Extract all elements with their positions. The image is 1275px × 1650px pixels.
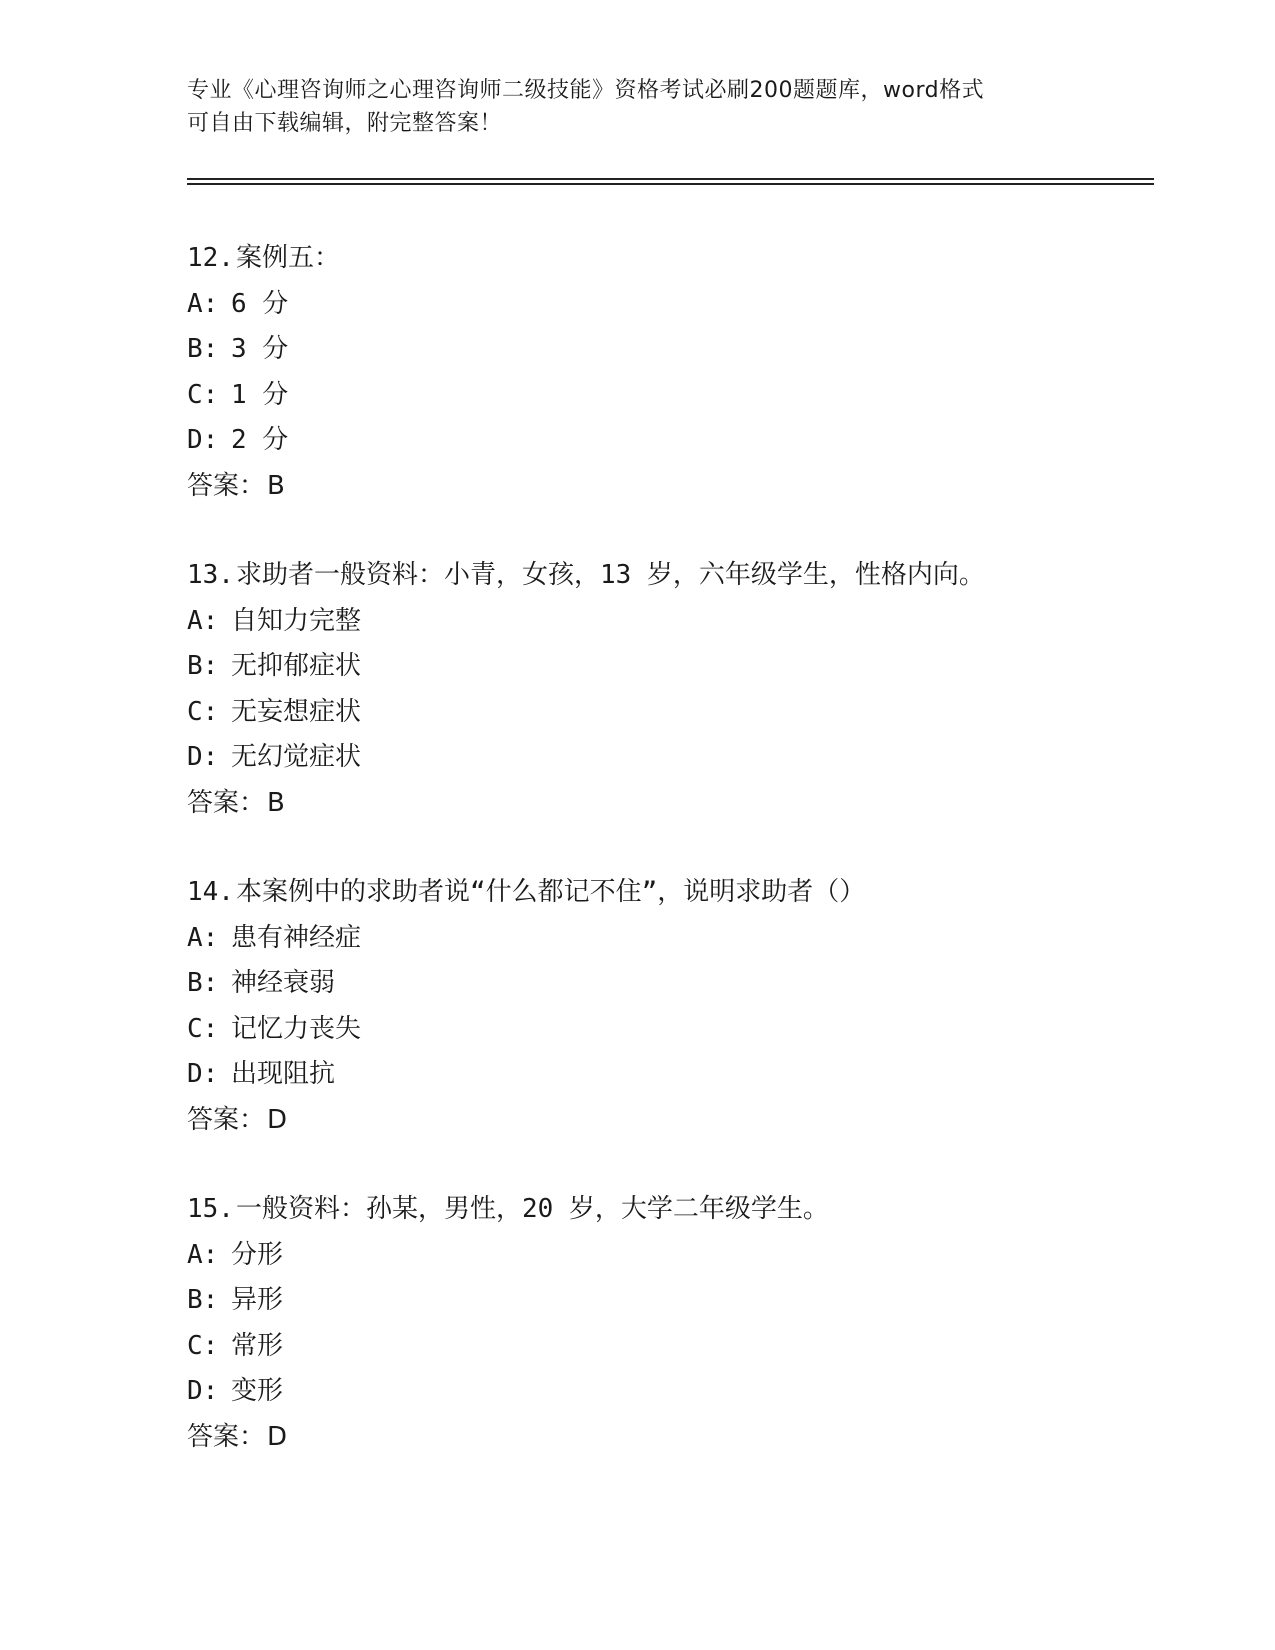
answer-value: D — [267, 1421, 288, 1452]
header-divider-top — [187, 178, 1154, 180]
option-a — [187, 916, 1167, 962]
option-letter: B: — [187, 1285, 219, 1315]
option-text: 3 分 — [231, 334, 289, 364]
option-letter: B: — [187, 651, 219, 681]
answer-label: 答案： — [187, 1104, 266, 1135]
option-text: 1 分 — [231, 379, 289, 410]
question-15 — [187, 1187, 1167, 1460]
option-b — [187, 644, 1167, 690]
option-letter: B: — [187, 968, 219, 998]
question-stem — [187, 236, 1167, 282]
option-a — [187, 1233, 1167, 1279]
option-letter: C: — [187, 379, 219, 410]
answer-line — [187, 464, 1167, 510]
option-letter: C: — [187, 1013, 219, 1044]
option-b — [187, 1278, 1167, 1324]
option-letter: C: — [187, 1330, 219, 1361]
question-stem — [187, 553, 1167, 599]
option-text: 患有神经症 — [231, 922, 362, 953]
option-letter: A: — [187, 922, 219, 953]
option-b — [187, 961, 1167, 1007]
answer-label: 答案： — [187, 1421, 266, 1452]
option-letter: D: — [187, 1376, 219, 1406]
answer-value: D — [267, 1104, 288, 1135]
answer-value: B — [267, 470, 285, 501]
option-b — [187, 327, 1167, 373]
answer-value: B — [267, 787, 285, 818]
question-13 — [187, 553, 1167, 826]
option-d — [187, 1369, 1167, 1415]
header-line-1: 专业《心理咨询师之心理咨询师二级技能》资格考试必刷200题题库，word格式 — [187, 78, 985, 103]
header-divider-bottom — [187, 183, 1154, 185]
option-d — [187, 735, 1167, 781]
answer-line — [187, 781, 1167, 827]
answer-line — [187, 1415, 1167, 1461]
question-text: 案例五： — [235, 243, 340, 273]
option-letter: A: — [187, 288, 219, 319]
option-text: 无幻觉症状 — [231, 742, 362, 772]
question-list — [187, 236, 1167, 1504]
option-letter: B: — [187, 334, 219, 364]
option-letter: A: — [187, 1239, 219, 1270]
option-a — [187, 282, 1167, 328]
option-text: 6 分 — [231, 288, 289, 319]
document-header — [187, 74, 1067, 140]
option-letter: D: — [187, 742, 219, 772]
option-text: 神经衰弱 — [231, 968, 336, 998]
option-text: 2 分 — [231, 425, 289, 455]
question-text: 求助者一般资料：小青，女孩，13 岁，六年级学生，性格内向。 — [235, 560, 985, 590]
question-number: 15. — [187, 1194, 234, 1224]
option-c — [187, 1007, 1167, 1053]
option-letter: A: — [187, 605, 219, 636]
question-number: 13. — [187, 560, 234, 590]
question-number: 12. — [187, 243, 234, 273]
option-letter: D: — [187, 425, 219, 455]
option-text: 无妄想症状 — [231, 696, 362, 727]
option-text: 变形 — [231, 1376, 284, 1406]
option-letter: C: — [187, 696, 219, 727]
question-14 — [187, 870, 1167, 1143]
option-c — [187, 690, 1167, 736]
option-text: 常形 — [231, 1330, 284, 1361]
answer-label: 答案： — [187, 787, 266, 818]
question-text: 本案例中的求助者说“什么都记不住”，说明求助者（） — [235, 877, 866, 907]
option-d — [187, 1052, 1167, 1098]
option-text: 分形 — [231, 1239, 284, 1270]
option-text: 异形 — [231, 1285, 284, 1315]
question-text: 一般资料：孙某，男性，20 岁，大学二年级学生。 — [235, 1194, 829, 1224]
option-d — [187, 418, 1167, 464]
option-text: 自知力完整 — [231, 605, 362, 636]
option-text: 记忆力丧失 — [231, 1013, 362, 1044]
question-number: 14. — [187, 877, 234, 907]
question-12 — [187, 236, 1167, 509]
option-letter: D: — [187, 1059, 219, 1089]
question-stem — [187, 1187, 1167, 1233]
answer-line — [187, 1098, 1167, 1144]
option-c — [187, 373, 1167, 419]
answer-label: 答案： — [187, 470, 266, 501]
option-a — [187, 599, 1167, 645]
option-text: 出现阻抗 — [231, 1059, 336, 1089]
option-text: 无抑郁症状 — [231, 651, 362, 681]
option-c — [187, 1324, 1167, 1370]
question-stem — [187, 870, 1167, 916]
header-line-2: 可自由下载编辑，附完整答案！ — [187, 111, 503, 136]
